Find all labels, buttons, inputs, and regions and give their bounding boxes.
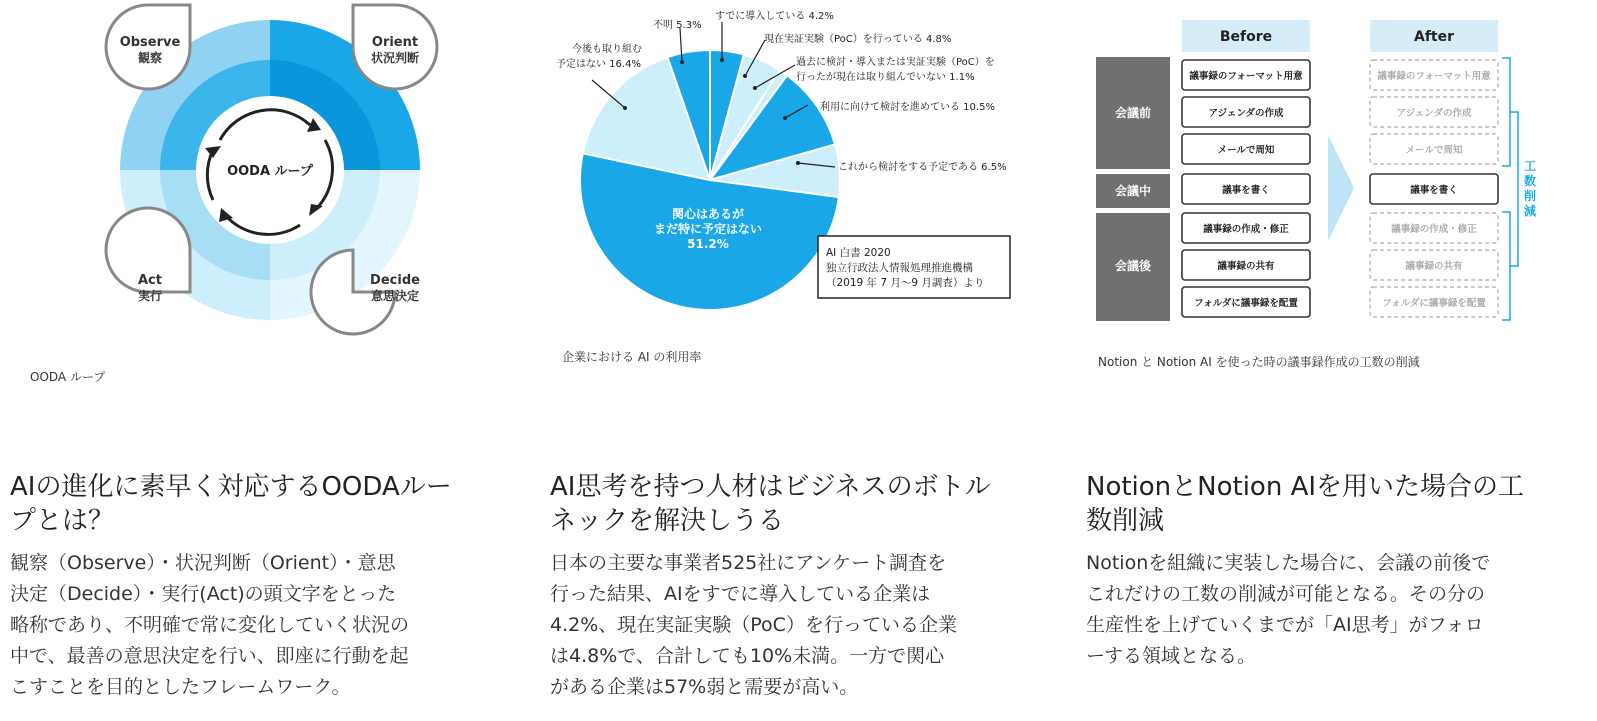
pie-label-interested-3: 51.2% [687, 237, 729, 251]
pie-source-line: 独立行政法人情報処理推進機構 [826, 262, 973, 274]
before-item-label: 議事録のフォーマット用意 [1189, 71, 1303, 82]
before-item-label: メールで周知 [1217, 145, 1275, 156]
column-body: 観察（Observe）・状況判断（Orient）・意思 決定（Decide）・実行(Act)の頭文字をとった 略称であり、不明確で常に変化していく状況の 中で、最善の意思決定を行い、即座に行動を起 こすことを目的としたフレームワーク。 [10, 552, 410, 698]
pie-caption: 企業における AI の利用率 [562, 350, 702, 364]
notion-caption: Notion と Notion AI を使った時の議事録作成の工数の削減 [1098, 355, 1420, 369]
column-body: 日本の主要な事業者525社にアンケート調査を 行った結果、AIをすでに導入している企業は 4.2%、現在実証実験（PoC）を行っている企業 は4.8%で、合計しても10%未満。一方で関心 がある企業は57%弱と需要が高い。 [550, 552, 957, 698]
svg-text:実行: 実行 [137, 289, 163, 303]
ooda-node-act [106, 208, 190, 303]
column-body: Notionを組織に実装した場合に、会議の前後で これだけの工数の削減が可能となる。その分の 生産性を上げていくまでが「AI思考」がフォロ ーする領域となる。 [1086, 552, 1491, 667]
column-title: NotionとNotion AIを用いた場合の工 数削減 [1086, 472, 1525, 536]
ai-usage-pie-chart [550, 0, 1030, 340]
svg-text:意思決定: 意思決定 [370, 289, 420, 303]
before-to-after-arrow [1328, 135, 1354, 241]
pie-label-unknown: 不明 5.3% [653, 20, 702, 31]
pie-label-adopted: すでに導入している 4.2% [715, 11, 834, 22]
pie-label-interested-2: まだ特に予定はない [653, 222, 763, 236]
before-item-label: 議事録の作成・修正 [1203, 224, 1289, 235]
pie-label-noplan-2: 予定はない 16.4% [556, 59, 641, 70]
before-item-label: 議事を書く [1222, 185, 1270, 196]
group-label: 会議前 [1114, 106, 1152, 120]
column-title: AIの進化に素早く対応するOODAルー プとは？ [10, 472, 452, 536]
reduction-label-char: 工 [1523, 159, 1537, 173]
reduction-bracket [1502, 58, 1518, 320]
after-header-label: After [1413, 29, 1455, 45]
notion-before-after-diagram [1090, 0, 1560, 340]
svg-text:状況判断: 状況判断 [370, 51, 420, 65]
group-label: 会議後 [1114, 259, 1152, 273]
reduction-label-char: 減 [1523, 204, 1537, 218]
svg-text:Decide: Decide [370, 273, 420, 288]
after-item-label: 議事録のフォーマット用意 [1377, 71, 1491, 82]
after-item-label: 議事録の共有 [1405, 261, 1463, 272]
after-item-label: アジェンダの作成 [1396, 108, 1472, 119]
ooda-node-observe [106, 5, 190, 89]
pie-label-noplan: 今後も取り組む [572, 44, 642, 55]
group-label: 会議中 [1114, 184, 1152, 198]
before-item-label: フォルダに議事録を配置 [1194, 298, 1298, 309]
pie-label-poc: 現在実証実験（PoC）を行っている 4.8% [764, 34, 952, 45]
after-item-label: 議事録の作成・修正 [1391, 224, 1477, 235]
pie-label-considering: 利用に向けて検討を進めている 10.5% [820, 102, 995, 113]
ooda-node-orient [353, 5, 437, 89]
svg-text:観察: 観察 [137, 51, 163, 65]
before-item-label: アジェンダの作成 [1208, 108, 1284, 119]
ooda-diagram [95, 0, 445, 340]
svg-text:Observe: Observe [119, 35, 181, 50]
ooda-caption: OODA ループ [30, 370, 106, 384]
pie-label-plan: これから検討をする予定である 6.5% [838, 162, 1007, 173]
pie-label-past-2: 行ったが現在は取り組んでいない 1.1% [796, 72, 975, 83]
after-item-label: 議事を書く [1410, 185, 1458, 196]
before-item-label: 議事録の共有 [1217, 261, 1275, 272]
after-item-label: メールで周知 [1405, 145, 1463, 156]
column-title: AI思考を持つ人材はビジネスのボトル ネックを解決しうる [550, 472, 991, 536]
pie-source-line: AI 白書 2020 [826, 247, 891, 259]
ooda-center-label: OODA ループ [227, 164, 313, 179]
after-item-label: フォルダに議事録を配置 [1382, 298, 1486, 309]
pie-label-past: 過去に検討・導入または実証実験（PoC）を [796, 57, 995, 68]
reduction-label-char: 削 [1523, 189, 1537, 203]
pie-label-interested: 関心はあるが [671, 207, 745, 221]
before-header-label: Before [1219, 29, 1273, 45]
pie-source-line: （2019 年 7 月〜9 月調査）より [826, 277, 985, 289]
reduction-label-char: 数 [1523, 174, 1537, 188]
svg-text:Act: Act [138, 273, 162, 288]
svg-text:Orient: Orient [371, 35, 419, 50]
